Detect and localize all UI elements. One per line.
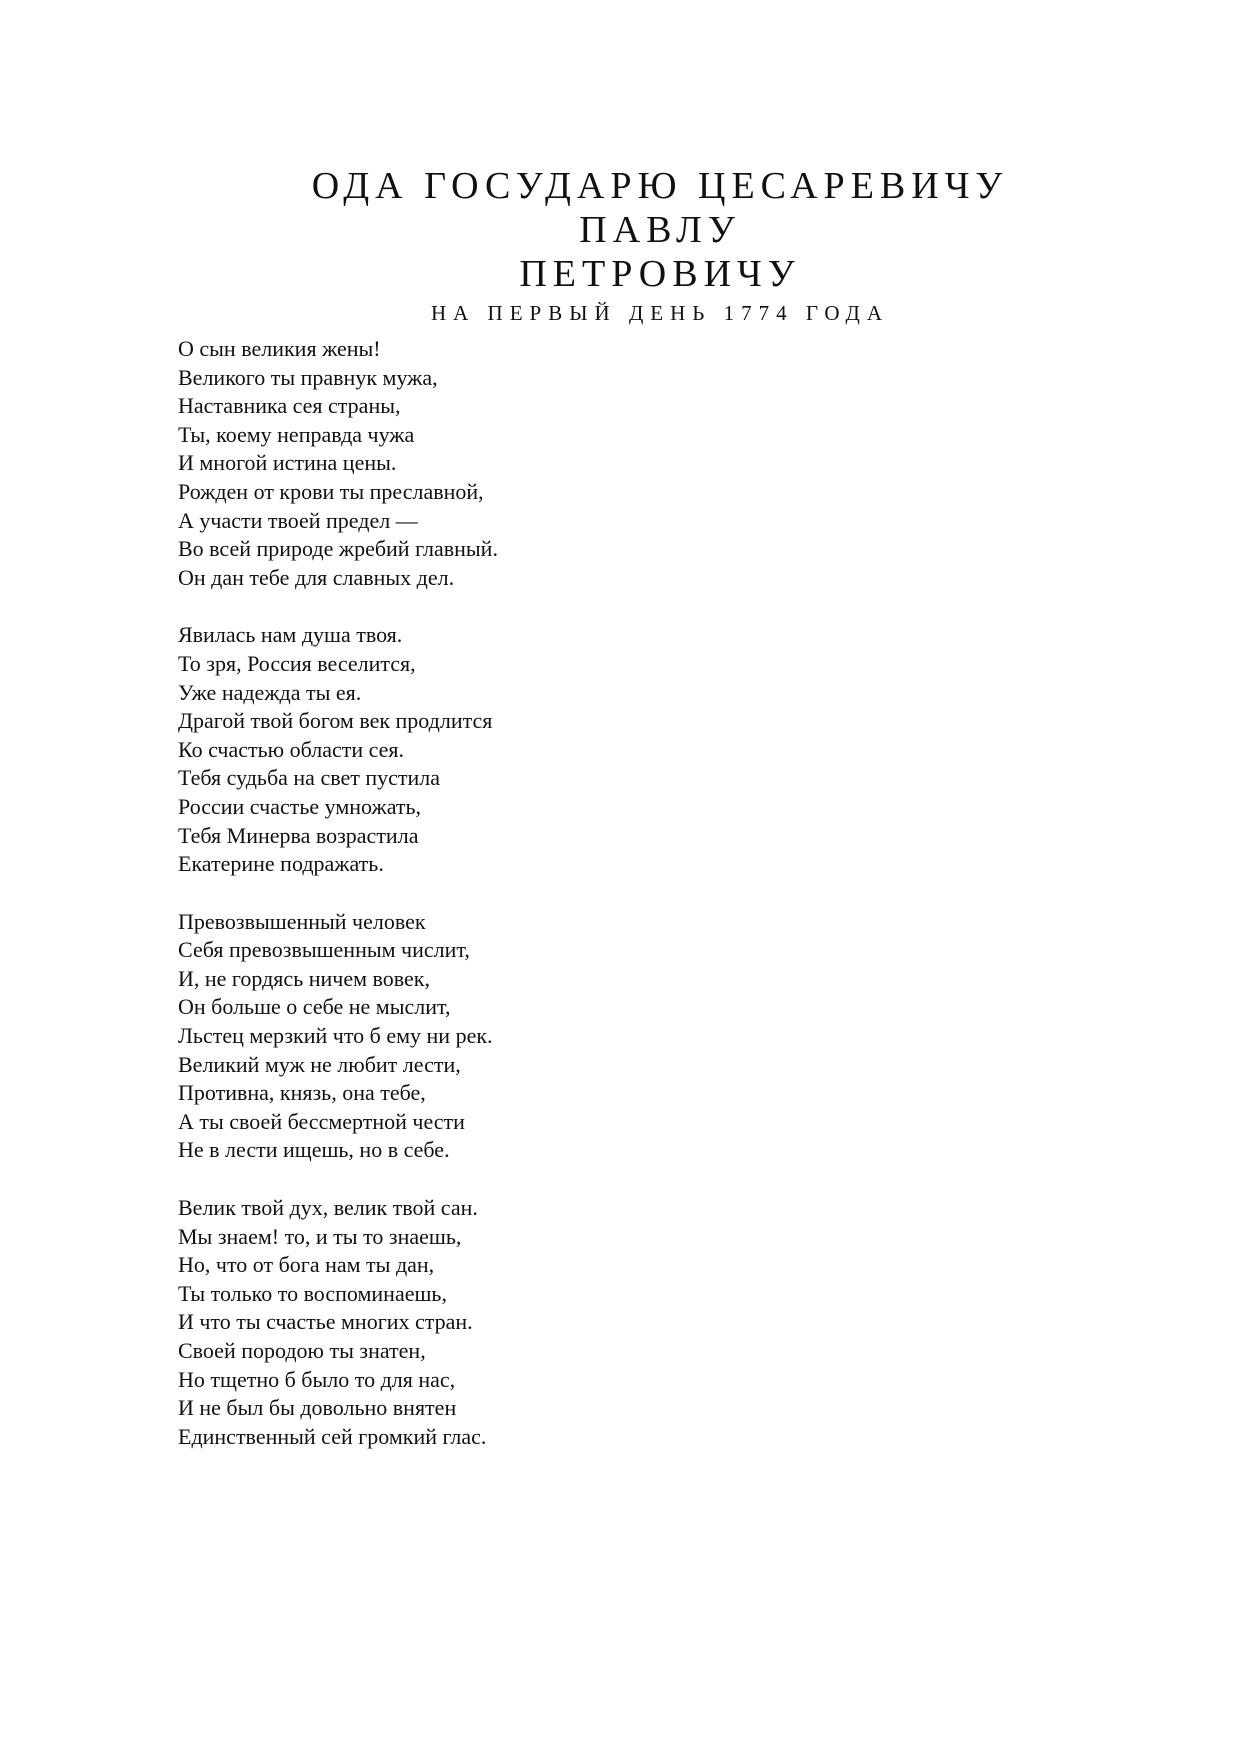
poem-line: Рожден от крови ты преславной, (178, 478, 484, 504)
title-block (230, 164, 1090, 326)
stanza (178, 621, 978, 878)
poem-line: Мы знаем! то, и ты то знаешь, (178, 1223, 462, 1249)
poem-line: Тебя судьба на свет пустила (178, 765, 441, 791)
poem-line: Драгой твой богом век продлится (178, 708, 493, 734)
poem-line: Себя превозвышенным числит, (178, 937, 470, 963)
poem-line: Велик твой дух, велик твой сан. (178, 1195, 478, 1221)
poem-line: Явилась нам душа твоя. (178, 622, 403, 648)
poem-line: О сын великия жены! (178, 336, 381, 361)
poem-line: России счастье умножать, (178, 793, 422, 819)
poem-line: И не был бы довольно внятен (178, 1395, 457, 1421)
poem-line: Тебя Минерва возрастила (178, 822, 419, 848)
poem-title-line-1: ОДА ГОСУДАРЮ ЦЕСАРЕВИЧУ ПАВЛУ (311, 165, 1009, 251)
poem-line: Единственный сей громкий глас. (178, 1423, 487, 1449)
stanza (178, 908, 978, 1165)
poem-line: И многой истина цены. (178, 450, 397, 476)
poem-line: Своей породою ты знатен, (178, 1338, 426, 1363)
poem-line: То зря, Россия веселится, (178, 650, 416, 676)
poem-subtitle: НА ПЕРВЫЙ ДЕНЬ 1774 ГОДА (430, 301, 890, 325)
poem-line: Не в лести ищешь, но в себе. (178, 1137, 450, 1163)
poem-line: Но тщетно б было то для нас, (178, 1366, 456, 1392)
poem-line: Льстец мерзкий что б ему ни рек. (178, 1023, 493, 1049)
poem-line: Ты только то воспоминаешь, (178, 1280, 447, 1306)
poem-line: И, не гордясь ничем вовек, (178, 965, 430, 991)
poem-line: А участи твоей предел — (178, 507, 418, 533)
poem-line: И что ты счастье многих стран. (178, 1309, 473, 1335)
poem-line: Наставника сея страны, (178, 393, 401, 419)
poem-line: Во всей природе жребий главный. (178, 536, 498, 562)
stanza (178, 1194, 978, 1451)
stanza (178, 335, 978, 592)
poem-line: Противна, князь, она тебе, (178, 1080, 426, 1106)
poem-line: Ты, коему неправда чужа (178, 421, 415, 447)
poem-title (230, 164, 1090, 296)
poem-line: Великого ты правнук мужа, (178, 364, 438, 390)
poem-body (178, 335, 978, 1480)
poem-line: Превозвышенный человек (178, 908, 426, 934)
poem-line: Екатерине подражать. (178, 851, 384, 877)
poem-line: Великий муж не любит лести, (178, 1051, 461, 1077)
poem-line: Но, что от бога нам ты дан, (178, 1252, 435, 1278)
poem-line: Уже надежда ты ея. (178, 679, 362, 705)
poem-line: А ты своей бессмертной чести (178, 1108, 465, 1134)
poem-line: Он дан тебе для славных дел. (178, 564, 455, 590)
poem-line: Ко счастью области сея. (178, 736, 405, 762)
poem-title-line-2: ПЕТРОВИЧУ (519, 253, 801, 295)
poem-line: Он больше о себе не мыслит, (178, 994, 451, 1020)
